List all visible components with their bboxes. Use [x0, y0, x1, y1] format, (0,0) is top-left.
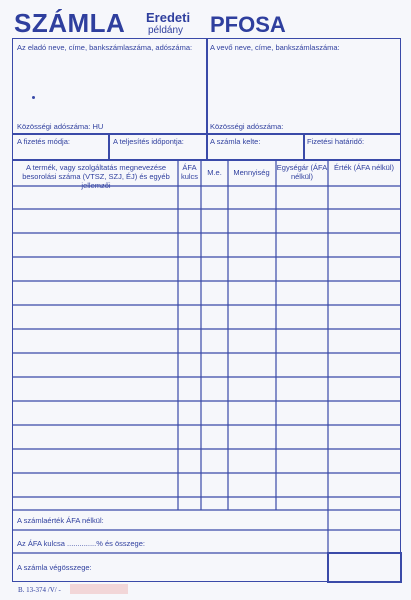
- vat-total-label: Az ÁFA kulcsa ..............% és összege:: [17, 539, 145, 548]
- net-total-label: A számlaérték ÁFA nélkül:: [17, 516, 104, 525]
- grand-total-label: A számla végösszege:: [17, 563, 92, 572]
- copy-type-line1: Eredeti: [146, 10, 191, 25]
- grand-total-box: [328, 553, 401, 582]
- performance-date-label: A teljesítés időpontja:: [113, 137, 184, 146]
- brand-name: PFOSA: [210, 12, 286, 37]
- payment-method-label: A fizetés módja:: [17, 137, 70, 146]
- due-date-label: Fizetési határidő:: [307, 137, 365, 146]
- buyer-label: A vevő neve, címe, bankszámlaszáma:: [210, 43, 340, 52]
- col-qty-header: Mennyiség: [233, 168, 270, 177]
- invoice-title: SZÁMLA: [14, 8, 126, 38]
- seller-tax-label: Közösségi adószáma: HU: [17, 122, 104, 131]
- form-code: B. 13-374 /V/ -: [18, 586, 61, 594]
- buyer-tax-label: Közösségi adószáma:: [210, 122, 284, 131]
- copy-type-line2: példány: [148, 25, 184, 36]
- col-unit-header: M.e.: [207, 168, 222, 177]
- col-vat-header: ÁFA kulcs: [180, 163, 199, 181]
- seller-label: Az eladó neve, címe, bankszámlaszáma, adószáma:: [17, 43, 193, 52]
- col-item-header: A termék, vagy szolgáltatás megnevezése besorolási száma (VTSZ, SZJ, ÉJ) és egyéb jellemzői: [22, 163, 170, 190]
- issue-date-label: A számla kelte:: [210, 137, 261, 146]
- col-value-header: Érték (ÁFA nélkül): [333, 163, 395, 172]
- red-serial-stamp: [70, 584, 128, 594]
- col-price-header: Egységár (ÁFA nélkül): [276, 163, 328, 181]
